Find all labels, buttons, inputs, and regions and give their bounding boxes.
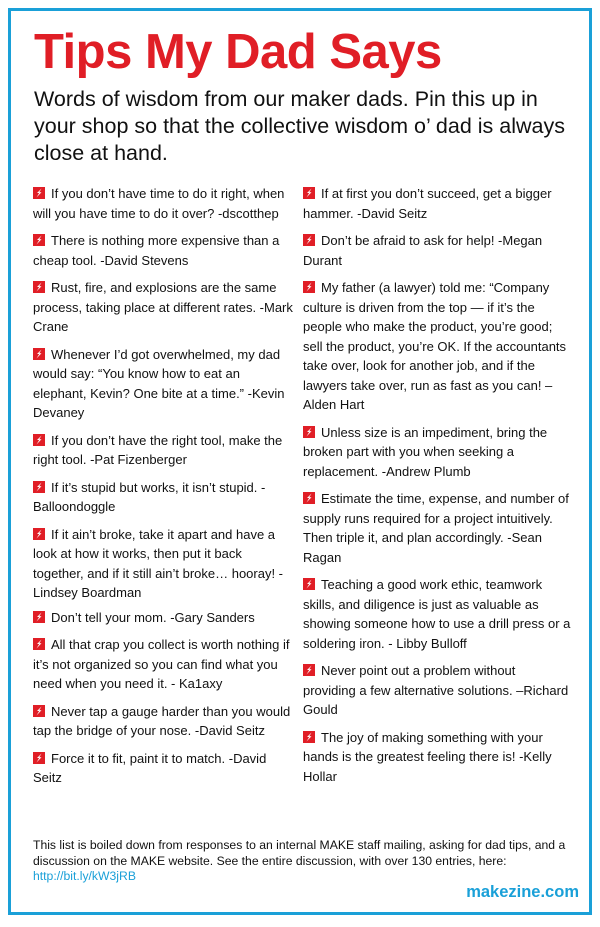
tip-item	[33, 345, 295, 423]
lightning-bolt-icon	[303, 187, 315, 199]
tip-text: If it’s stupid but works, it isn’t stupid. -Balloondoggle	[33, 479, 266, 514]
tip-text: Don’t tell your mom. -Gary Sanders	[51, 609, 255, 625]
lightning-bolt-icon	[303, 281, 315, 293]
lightning-bolt-icon	[33, 187, 45, 199]
tip-item	[303, 423, 571, 482]
tip-text: Never point out a problem without providing a few alternative solutions. –Richard Gould	[303, 663, 569, 717]
tip-item	[33, 749, 295, 788]
tip-item	[33, 608, 295, 628]
footer-text: This list is boiled down from responses to an internal MAKE staff mailing, asking for dad tips, and a discussion on the MAKE website. See the entire discussion, with over 130 entries, here:	[33, 838, 566, 868]
lightning-bolt-icon	[33, 638, 45, 650]
tip-text: Don’t be afraid to ask for help! -Megan Durant	[303, 233, 543, 268]
tip-item	[33, 702, 295, 741]
tip-text: If at first you don’t succeed, get a bigger hammer. -David Seitz	[303, 186, 552, 221]
tip-item	[303, 278, 571, 415]
lightning-bolt-icon	[303, 664, 315, 676]
tip-text: Rust, fire, and explosions are the same process, taking place at different rates. -Mark Crane	[33, 280, 293, 334]
lightning-bolt-icon	[33, 348, 45, 360]
tip-text: If it ain’t broke, take it apart and have a look at how it works, then put it back together, and if it still ain’t broke… hooray! -Lindsey Boardman	[33, 526, 284, 600]
lightning-bolt-icon	[33, 234, 45, 246]
lightning-bolt-icon	[33, 528, 45, 540]
makezine-brand[interactable]: makezine.com	[466, 883, 579, 901]
tip-text: All that crap you collect is worth nothing if it’s not organized so you can find what you need when you need it. - Ka1axy	[33, 637, 290, 691]
tip-item	[303, 661, 571, 720]
lightning-bolt-icon	[303, 492, 315, 504]
tip-text: If you don’t have the right tool, make the right tool. -Pat Fizenberger	[33, 432, 283, 467]
tip-text: If you don’t have time to do it right, when will you have time to do it over? -dscotthep	[33, 186, 285, 221]
tip-text: Estimate the time, expense, and number of supply runs required for a project intuitively. Then triple it, and plan accordingly. -Sean Ragan	[303, 491, 569, 565]
tip-item	[33, 478, 295, 517]
tip-text: The joy of making something with your hands is the greatest feeling there is! -Kelly Hollar	[303, 729, 552, 784]
lightning-bolt-icon	[33, 481, 45, 493]
tip-item	[33, 184, 295, 223]
lightning-bolt-icon	[33, 611, 45, 623]
tips-column-left	[33, 184, 295, 785]
tip-item	[33, 278, 295, 337]
lightning-bolt-icon	[303, 731, 315, 743]
tip-text: Teaching a good work ethic, teamwork skills, and diligence is just as valuable as showing someone how to use a drill press or a soldering iron. - Libby Bulloff	[303, 577, 571, 651]
tip-text: My father (a lawyer) told me: “Company culture is driven from the top — if it’s the people who make the product, you’re good; sell the product, you’re OK. If the accountants take over, look for another job, and if the lawyers take over, run as fast as you can! –Alden Hart	[303, 280, 567, 412]
lightning-bolt-icon	[303, 578, 315, 590]
tip-text: There is nothing more expensive than a cheap tool. -David Stevens	[33, 233, 280, 268]
tips-column-right	[303, 184, 571, 784]
lightning-bolt-icon	[33, 752, 45, 764]
lightning-bolt-icon	[33, 434, 45, 446]
tip-text: Never tap a gauge harder than you would tap the bridge of your nose. -David Seitz	[33, 703, 291, 738]
tip-item	[303, 184, 571, 223]
tip-item	[33, 231, 295, 270]
tip-item	[303, 728, 571, 787]
page-title: Tips My Dad Says	[34, 25, 442, 79]
tip-item	[33, 525, 295, 603]
tip-text: Whenever I’d got overwhelmed, my dad would say: “You know how to eat an elephant, Kevin? One bite at a time.” -Kevin Devaney	[33, 346, 285, 420]
tip-item	[303, 231, 571, 270]
tip-item	[303, 489, 571, 567]
tip-item	[33, 635, 295, 694]
tip-item	[303, 575, 571, 653]
subtitle: Words of wisdom from our maker dads. Pin this up in your shop so that the collective wisdom o’ dad is always close at hand.	[34, 87, 565, 165]
lightning-bolt-icon	[33, 281, 45, 293]
tip-text: Force it to fit, paint it to match. -David Seitz	[33, 750, 267, 785]
lightning-bolt-icon	[303, 426, 315, 438]
tip-text: Unless size is an impediment, bring the broken part with you when seeking a replacement. -Andrew Plumb	[303, 424, 548, 479]
tip-item	[33, 431, 295, 470]
footer-note	[33, 838, 578, 885]
lightning-bolt-icon	[33, 705, 45, 717]
discussion-link[interactable]: http://bit.ly/kW3jRB	[33, 869, 136, 883]
lightning-bolt-icon	[303, 234, 315, 246]
